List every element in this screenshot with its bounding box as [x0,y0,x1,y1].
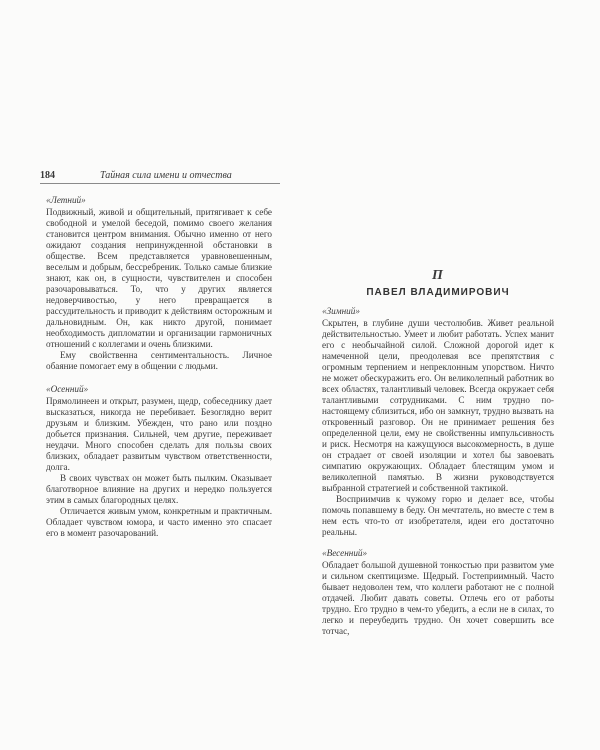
winter-paragraph-2: Восприимчив к чужому горю и делает все, чтобы помочь попавшему в беду. Он мечтатель, но вместе с тем в нем есть что-то от изобретателя, идеи его достаточно реальны. [322,494,554,537]
section-letter: П [432,268,444,283]
season-heading-spring: «Весенний» [322,548,368,558]
name-heading: ПАВЕЛ ВЛАДИМИРОВИЧ [366,287,510,298]
winter-paragraph-1: Скрытен, в глубине души честолюбив. Живет реальной действительностью. Умеет и любит работать. Успех манит его с необычайной силой. Сложной дорогой идет к намеченной цели, преодолевая все препятствия с огромным терпением и непреклонным упорством. Ничто не может обескуражить его. Он великолепный работник во всех областях, талантливый человек. Всегда окружает себя талантливыми сотрудниками. С ним трудно по-настоящему сблизиться, ибо он замкнут, трудно вызвать на откровенный разговор. Он не принимает решения без определенной цели, ему не свойственны импульсивность и риск. Несмотря на кажущуюся высокомерность, в душе он страдает от своей изоляции и хотел бы завоевать симпатию окружающих. Обладает блестящим умом и великолепной памятью. В жизни руководствуется выбранной стратегией и собственной тактикой. [322,318,554,493]
summer-paragraph-1: Подвижный, живой и общительный, притягивает к себе свободной и умелой беседой, помимо своего желания становится центром внимания. Обычно именно от него ожидают создания непринужденной обстановки в обществе. Всем представляется уравновешенным, веселым и добрым, бессребреник. Только самые близкие знают, как он, в сущности, чувствителен и способен разочаровываться. То, что у других является недоверчивостью, у него превращается в рассудительность и приводит к действиям осторожным и дальновидным. Он, как никто другой, понимает необходимость дипломатии и организации гармоничных отношений с коллегами и очень близкими. [46,207,272,349]
left-column [46,191,272,539]
spring-paragraph-1: Обладает большой душевной тонкостью при развитом уме и сильном скептицизме. Щедрый. Гостеприимный. Часто бывает недоволен тем, что коллеги работают не с полной отдачей. Любит давать советы. Отлечь его от работы трудно. Его трудно в чем-то убедить, а если не в силах, то легко и переубедить трудно. Он хочет совершить все тотчас, [322,560,554,636]
page-number: 184 [40,170,55,181]
right-column [322,262,554,637]
summer-paragraph-2: Ему свойственна сентиментальность. Личное обаяние помогает ему в общении с людьми. [46,350,272,371]
autumn-paragraph-3: Отличается живым умом, конкретным и практичным. Обладает чувством юмора, и часто именно это спасает его в момент разочарований. [46,506,272,538]
running-header [40,169,280,184]
autumn-paragraph-2: В своих чувствах он может быть пылким. Оказывает благотворное влияние на других и нередко пользуется этим в самых благородных целях. [46,473,272,505]
season-heading-summer: «Летний» [46,195,86,205]
autumn-paragraph-1: Прямолинеен и открыт, разумен, щедр, собеседнику дает высказаться, никогда не перебивает. Безоглядно верит друзьям и близким. Убежден, что рано или поздно добьется признания. Сильней, чем другие, переживает неудачи. Много способен сделать для пользы своих близких, обладает развитым чувством ответственности, долга. [46,396,272,472]
season-heading-winter: «Зимний» [322,306,360,316]
book-title: Тайная сила имени и отчества [100,170,232,181]
season-heading-autumn: «Осенний» [46,384,89,394]
